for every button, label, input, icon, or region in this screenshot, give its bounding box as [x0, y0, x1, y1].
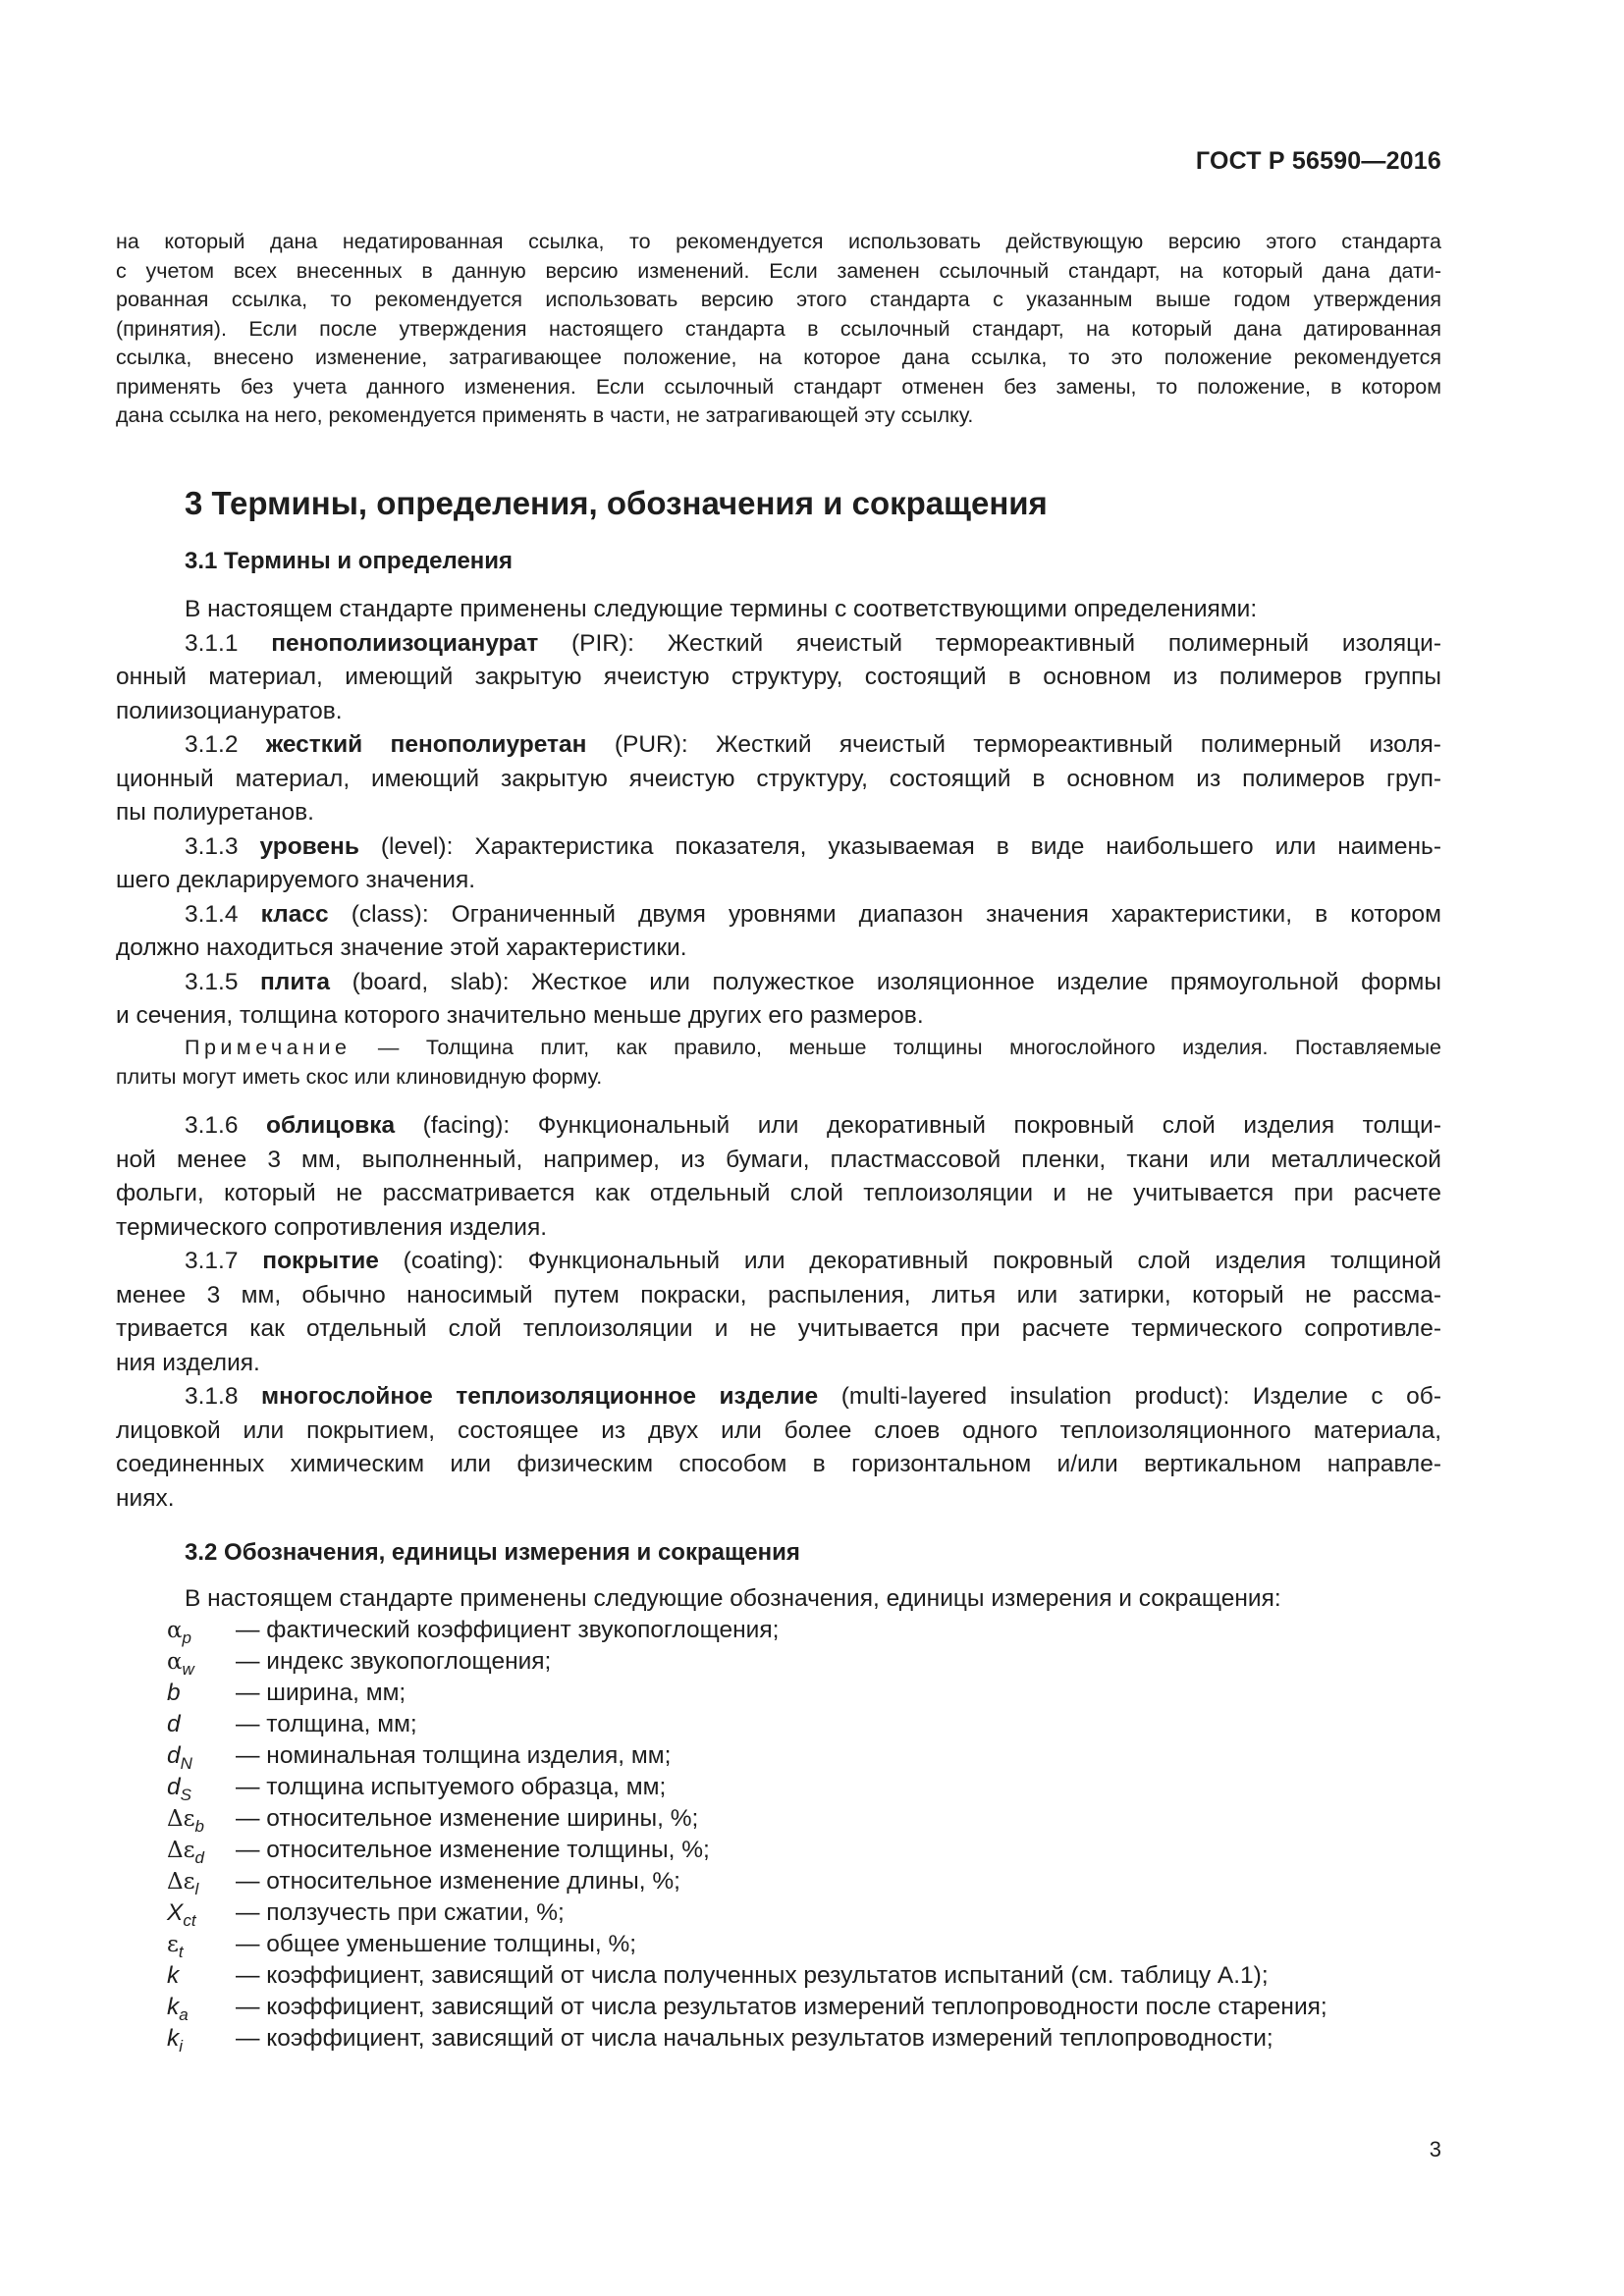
term-first-line: 3.1.7 покрытие (coating): Функциональный или декоративный покровный слой изделия толщиной — [185, 1248, 1441, 1274]
term-first-line: 3.1.2 жесткий пенополиуретан (PUR): Жесткий ячеистый термореактивный полимерный изоля- — [185, 731, 1441, 758]
text-line: и сечения, толщина которого значительно меньше других его размеров. — [116, 1002, 924, 1029]
symbol-description: — общее уменьшение толщины, %; — [236, 1931, 637, 1957]
text-line: термического сопротивления изделия. — [116, 1213, 548, 1241]
intro-paragraph — [116, 228, 1441, 431]
symbol: $\Delta\varepsilon_l$ — [167, 1869, 199, 1898]
term-name: пенополиизоцианурат — [271, 629, 539, 657]
subsection-title: 3.2 Обозначения, единицы измерения и сокращения — [185, 1539, 800, 1566]
text-line: (принятия). Если после утверждения настоящего стандарта в ссылочный стандарт, на который дана датированная — [116, 316, 1441, 341]
symbol-description: — относительное изменение ширины, %; — [236, 1805, 699, 1832]
symbol-description: — толщина испытуемого образца, мм; — [236, 1774, 667, 1800]
text-line: плиты могут иметь скос или клиновидную форму. — [116, 1065, 603, 1089]
symbol-row — [167, 1711, 417, 1744]
symbols-intro: В настоящем стандарте применены следующие обозначения, единицы измерения и сокращения: — [185, 1585, 1281, 1612]
symbol-row — [167, 1899, 565, 1933]
symbol-row — [167, 2025, 1273, 2058]
symbol: d — [167, 1711, 181, 1737]
symbol-row — [167, 1742, 671, 1776]
symbol-row — [167, 1837, 710, 1870]
symbol-description: — ширина, мм; — [236, 1680, 406, 1706]
text-line: ной менее 3 мм, выполненный, например, из бумаги, пластмассовой пленки, ткани или металлической — [116, 1146, 1441, 1173]
symbol: b — [167, 1680, 181, 1706]
terms-block-2 — [116, 1109, 1441, 1516]
text-line: онный материал, имеющий закрытую ячеистую структуру, состоящий в основном из полимеров группы — [116, 664, 1441, 690]
symbol-description: — коэффициент, зависящий от числа результатов измерений теплопроводности после старения; — [236, 1994, 1327, 2020]
term-name: класс — [260, 900, 329, 928]
term-first-line: 3.1.5 плита (board, slab): Жесткое или полужесткое изоляционное изделие прямоугольной формы — [185, 968, 1441, 995]
text-line: ссылка, внесено изменение, затрагивающее положение, на которое дана ссылка, то это положение рекомендуется — [116, 346, 1441, 369]
symbol-description: — коэффициент, зависящий от числа начальных результатов измерений теплопроводности; — [236, 2025, 1273, 2052]
term-name: уровень — [259, 832, 359, 860]
term-name: жесткий пенополиуретан — [265, 731, 587, 758]
symbol: $k_i$ — [167, 2025, 184, 2056]
symbol-description: — номинальная толщина изделия, мм; — [236, 1742, 672, 1769]
symbol: $\alpha_p$ — [167, 1618, 192, 1647]
term-name: многослойное теплоизоляционное изделие — [261, 1383, 819, 1410]
symbol-description: — ползучесть при сжатии, %; — [236, 1899, 565, 1926]
terms-intro: В настоящем стандарте применены следующие термины с соответствующими определениями: — [185, 596, 1258, 622]
note-label: Примечание — [185, 1036, 352, 1059]
symbol-row — [167, 1931, 636, 1964]
text-line: фольги, который не рассматривается как отдельный слой теплоизоляции и не учитывается при расчете — [116, 1180, 1441, 1206]
term-first-line: 3.1.6 облицовка (facing): Функциональный или декоративный покровный слой изделия толщи- — [185, 1112, 1441, 1139]
symbol: k — [167, 1962, 180, 1989]
text-line: с учетом всех внесенных в данную версию изменений. Если заменен ссылочный стандарт, на который дана дати- — [116, 258, 1441, 283]
subsection-title: 3.1 Термины и определения — [185, 548, 514, 574]
page-number: 3 — [1429, 2137, 1441, 2162]
text-line: менее 3 мм, обычно наносимый путем покраски, распыления, литья или затирки, который не рассма- — [116, 1281, 1441, 1308]
symbol-row — [167, 1805, 698, 1839]
text-line: на который дана недатированная ссылка, то рекомендуется использовать действующую версию этого стандарта — [116, 230, 1441, 253]
text-line: применять без учета данного изменения. Если ссылочный стандарт отменен без замены, то положение, в котором — [116, 374, 1441, 399]
section-title: 3 Термины, определения, обозначения и сокращения — [185, 485, 1048, 521]
symbol: $\alpha_w$ — [167, 1649, 194, 1679]
symbol-row — [167, 1774, 666, 1807]
text-line: полиизоциануратов. — [116, 697, 343, 724]
term-first-line: 3.1.3 уровень (level): Характеристика показателя, указываемая в виде наибольшего или наимень- — [185, 832, 1441, 860]
symbol-row — [167, 1617, 779, 1650]
symbol-row — [167, 1648, 551, 1682]
text-line: шего декларируемого значения. — [116, 867, 476, 893]
symbol-description: — толщина, мм; — [236, 1711, 417, 1737]
text-line: лицовкой или покрытием, состоящее из двух или более слоев одного теплоизоляционного материала, — [116, 1416, 1441, 1444]
symbol-description: — фактический коэффициент звукопоглощения; — [236, 1617, 780, 1643]
symbols-intro-block — [116, 1582, 1441, 1617]
symbol-row — [167, 1680, 406, 1713]
text-line: соединенных химическим или физическим способом в горизонтальном и/или вертикальном направле- — [116, 1451, 1441, 1477]
document-code: ГОСТ Р 56590—2016 — [1195, 147, 1441, 175]
term-name: плита — [260, 968, 331, 995]
text-line: пы полиуретанов. — [116, 799, 314, 826]
symbol: $d_S$ — [167, 1774, 191, 1804]
text-line: должно находиться значение этой характеристики. — [116, 934, 687, 961]
symbol-row — [167, 1868, 680, 1901]
symbol-description: — индекс звукопоглощения; — [236, 1648, 552, 1675]
text-line: ниях. — [116, 1484, 175, 1512]
term-first-line: 3.1.1 пенополиизоцианурат (PIR): Жесткий ячеистый термореактивный полимерный изоляци- — [185, 629, 1441, 657]
term-first-line: 3.1.4 класс (class): Ограниченный двумя уровнями диапазон значения характеристики, в котором — [185, 900, 1441, 928]
text-line: ния изделия. — [116, 1349, 260, 1376]
symbol: $\Delta\varepsilon_d$ — [167, 1838, 204, 1867]
symbol-row — [167, 1994, 1327, 2027]
text-line: рованная ссылка, то рекомендуется использовать версию этого стандарта с указанным выше годом утверждения — [116, 288, 1441, 311]
symbol-description: — коэффициент, зависящий от числа полученных результатов испытаний (см. таблицу А.1); — [236, 1962, 1269, 1989]
term-name: облицовка — [266, 1112, 396, 1139]
term-first-line: 3.1.8 многослойное теплоизоляционное изделие (multi-layered insulation product): Изделие с об- — [185, 1383, 1441, 1410]
terms-block — [116, 593, 1441, 1034]
symbol-row — [167, 1962, 1269, 1996]
note-block — [116, 1033, 1441, 1092]
note-first-line: Примечание — Толщина плит, как правило, меньше толщины многослойного изделия. Поставляемые — [185, 1036, 1441, 1059]
symbol: $k_a$ — [167, 1994, 189, 2024]
symbol-description: — относительное изменение толщины, %; — [236, 1837, 710, 1863]
term-name: покрытие — [262, 1248, 379, 1274]
text-line: дана ссылка на него, рекомендуется применять в части, не затрагивающей эту ссылку. — [116, 403, 974, 427]
text-line: тривается как отдельный слой теплоизоляции и не учитывается при расчете термического сопротивле- — [116, 1315, 1441, 1342]
symbol: $X_{ct}$ — [167, 1899, 196, 1930]
symbol-description: — относительное изменение длины, %; — [236, 1868, 680, 1895]
symbol: $d_N$ — [167, 1742, 192, 1773]
symbol: $\Delta\varepsilon_b$ — [167, 1806, 204, 1836]
text-line: ционный материал, имеющий закрытую ячеистую структуру, состоящий в основном из полимеров груп- — [116, 765, 1441, 792]
symbol: $\varepsilon_t$ — [167, 1932, 184, 1961]
